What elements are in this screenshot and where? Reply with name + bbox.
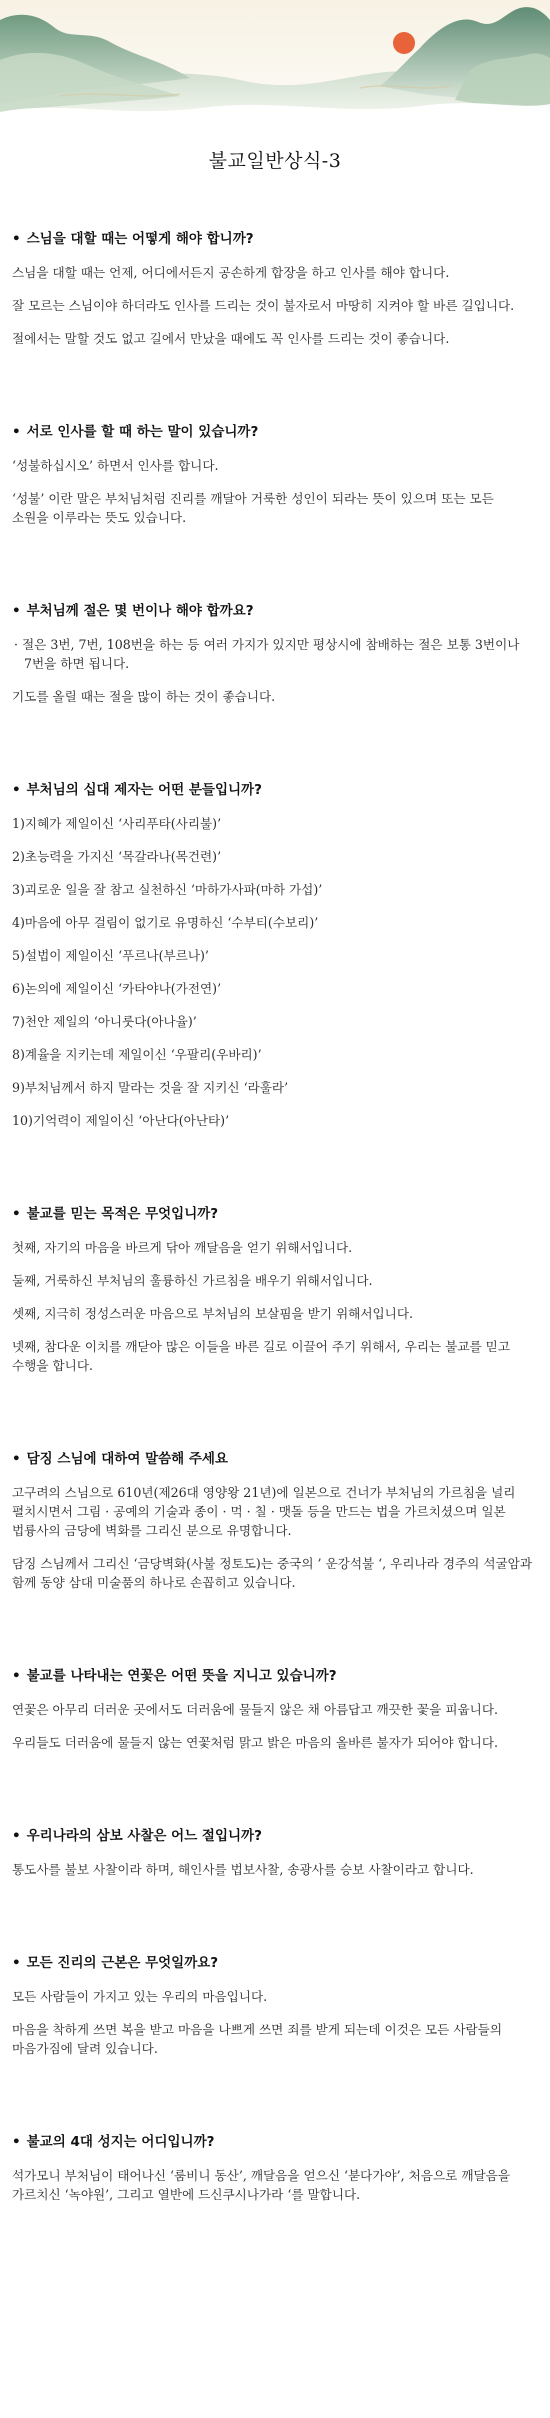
question-heading: [12, 1826, 532, 1846]
question-text: 불교의 4대 성지는 어디입니까?: [26, 2134, 215, 2150]
qa-section: [12, 422, 532, 527]
section-spacer: [12, 1893, 532, 1929]
answer-paragraph: 고구려의 스님으로 610년(제26대 영양왕 21년)에 일본으로 건너가 부처님의 가르침을 널리 펼치시면서 그림 · 공예의 기술과 종이 · 먹 · 칠 · 맷돌 등을 만드는 법을 가르치셨으며 일본 법륭사의 금당에 벽화를 그리신 분으로 유명합니다.: [12, 1485, 516, 1538]
question-text: 부처님의 십대 제자는 어떤 분들입니까?: [26, 782, 262, 798]
qa-section: [12, 229, 532, 348]
question-heading: [12, 601, 532, 621]
sun-icon: [393, 32, 415, 54]
section-spacer: [12, 1766, 532, 1802]
bullet-icon: •: [12, 1206, 21, 1222]
answer-paragraph: 4)마음에 아무 걸림이 없기로 유명하신 ‘수부티(수보리)’: [12, 915, 319, 930]
answer-paragraph: 3)괴로운 일을 잘 참고 실천하신 ‘마하가사파(마하 가섭)’: [12, 882, 323, 897]
question-heading: [12, 780, 532, 800]
qa-section: [12, 1666, 532, 1752]
bullet-icon: •: [12, 603, 21, 619]
bullet-icon: •: [12, 1668, 21, 1684]
section-spacer: [12, 2072, 532, 2108]
question-text: 불교를 믿는 목적은 무엇입니까?: [26, 1206, 219, 1222]
qa-section: [12, 1204, 532, 1375]
answer-paragraph: 7)천안 제일의 ‘아니룻다(아나율)’: [12, 1014, 197, 1029]
qa-section: [12, 780, 532, 1130]
question-text: 담징 스님에 대하여 말씀해 주세요: [26, 1451, 229, 1467]
answer-paragraph: 마음을 착하게 쓰면 복을 받고 마음을 나쁘게 쓰면 죄를 받게 되는데 이것은 모든 사람들의 마음가짐에 달려 있습니다.: [12, 2022, 503, 2056]
question-heading: [12, 1953, 532, 1973]
answer-paragraph: 10)기억력이 제일이신 ‘아난다(아난타)’: [12, 1113, 230, 1128]
question-text: 부처님께 절은 몇 번이나 해야 합까요?: [26, 603, 254, 619]
answer-paragraph: ‘성불’ 이란 말은 부처님처럼 진리를 깨달아 거룩한 성인이 되라는 뜻이 있으며 또는 모든 소원을 이루라는 뜻도 있습니다.: [12, 491, 494, 525]
qa-section: [12, 1449, 532, 1592]
section-spacer: [12, 1144, 532, 1180]
answer-paragraph: 2)초능력을 가지신 ‘목갈라나(목건련)’: [12, 849, 222, 864]
answer-paragraph: 9)부처님께서 하지 말라는 것을 잘 지키신 ‘라훌라’: [12, 1080, 289, 1095]
page-title: 불교일반상식-3: [208, 150, 342, 172]
qa-section: [12, 601, 532, 706]
answer-paragraph: ‘성불하십시오’ 하면서 인사를 합니다.: [12, 458, 219, 473]
section-spacer: [12, 362, 532, 398]
answer-paragraph: 넷째, 참다운 이치를 깨닫아 많은 이들을 바른 길로 이끌어 주기 위해서, 우리는 불교를 믿고 수행을 합니다.: [12, 1339, 511, 1373]
answer-paragraph: 연꽃은 아무리 더러운 곳에서도 더러움에 물들지 않은 채 아름답고 깨끗한 꽃을 피웁니다.: [12, 1702, 498, 1717]
answer-paragraph: 우리들도 더러움에 물들지 않는 연꽃처럼 맑고 밝은 마음의 올바른 불자가 되어야 합니다.: [12, 1735, 498, 1750]
question-text: 스님을 대할 때는 어떻게 해야 합니까?: [26, 231, 254, 247]
bullet-icon: •: [12, 1828, 21, 1844]
answer-paragraph: 첫째, 자기의 마음을 바르게 닦아 깨달음을 얻기 위해서입니다.: [12, 1240, 353, 1255]
answer-paragraph: · 절은 3번, 7번, 108번을 하는 등 여러 가지가 있지만 평상시에 참배하는 절은 보통 3번이나 7번을 하면 됩니다.: [14, 637, 520, 671]
bullet-icon: •: [12, 424, 21, 440]
question-heading: [12, 422, 532, 442]
section-spacer: [12, 541, 532, 577]
answer-paragraph: 담징 스님께서 그리신 ‘금당벽화(사불 정토도)는 중국의 ’ 운강석불 ‘, 우리나라 경주의 석굴암과 함께 동양 삼대 미술품의 하나로 손꼽히고 있습니다.: [12, 1556, 532, 1590]
answer-paragraph: 기도를 올릴 때는 절을 많이 하는 것이 좋습니다.: [12, 689, 276, 704]
article-body: [12, 205, 532, 2218]
answer-paragraph: 모든 사람들이 가지고 있는 우리의 마음입니다.: [12, 1989, 268, 2004]
answer-paragraph: 절에서는 말할 것도 없고 길에서 만났을 때에도 꼭 인사를 드리는 것이 좋습니다.: [12, 331, 450, 346]
section-spacer: [12, 1389, 532, 1425]
question-heading: [12, 229, 532, 249]
answer-paragraph: 6)논의에 제일이신 ‘카타야나(가전연)’: [12, 981, 222, 996]
qa-section: [12, 1826, 532, 1879]
qa-section: [12, 2132, 532, 2204]
question-text: 불교를 나타내는 연꽃은 어떤 뜻을 지니고 있습니까?: [26, 1668, 337, 1684]
answer-paragraph: 1)지혜가 제일이신 ‘사리푸타(사리불)’: [12, 816, 222, 831]
header-banner: [0, 0, 550, 178]
bullet-icon: •: [12, 1451, 21, 1467]
bullet-icon: •: [12, 1955, 21, 1971]
answer-paragraph: 스님을 대할 때는 언제, 어디에서든지 공손하게 합장을 하고 인사를 해야 합니다.: [12, 265, 450, 280]
answer-paragraph: 둘째, 거룩하신 부처님의 훌륭하신 가르침을 배우기 위해서입니다.: [12, 1273, 373, 1288]
answer-paragraph: 석가모니 부처님이 태어나신 ‘룸비니 동산’, 깨달음을 얻으신 ‘붇다가야’, 처음으로 깨달음을 가르치신 ‘녹야원’, 그리고 열반에 드신쿠시나가라 ‘를 말합니다.: [12, 2168, 511, 2202]
question-heading: [12, 2132, 532, 2152]
answer-paragraph: 5)설법이 제일이신 ‘푸르나(부르나)’: [12, 948, 209, 963]
section-spacer: [12, 720, 532, 756]
section-spacer: [12, 1606, 532, 1642]
question-text: 우리나라의 삼보 사찰은 어느 절입니까?: [26, 1828, 262, 1844]
answer-paragraph: 잘 모르는 스님이야 하더라도 인사를 드리는 것이 불자로서 마땅히 지켜야 할 바른 길입니다.: [12, 298, 515, 313]
answer-paragraph: 8)계율을 지키는데 제일이신 ‘우팔리(우바리)’: [12, 1047, 262, 1062]
question-heading: [12, 1666, 532, 1686]
question-text: 서로 인사를 할 때 하는 말이 있습니까?: [26, 424, 259, 440]
question-text: 모든 진리의 근본은 무엇일까요?: [26, 1955, 219, 1971]
bullet-icon: •: [12, 782, 21, 798]
bullet-icon: •: [12, 231, 21, 247]
answer-paragraph: 셋째, 지극히 정성스러운 마음으로 부처님의 보살핌을 받기 위해서입니다.: [12, 1306, 413, 1321]
question-heading: [12, 1204, 532, 1224]
bullet-icon: •: [12, 2134, 21, 2150]
qa-section: [12, 1953, 532, 2058]
question-heading: [12, 1449, 532, 1469]
answer-paragraph: 통도사를 불보 사찰이라 하며, 해인사를 법보사찰, 송광사를 승보 사찰이라고 합니다.: [12, 1862, 474, 1877]
